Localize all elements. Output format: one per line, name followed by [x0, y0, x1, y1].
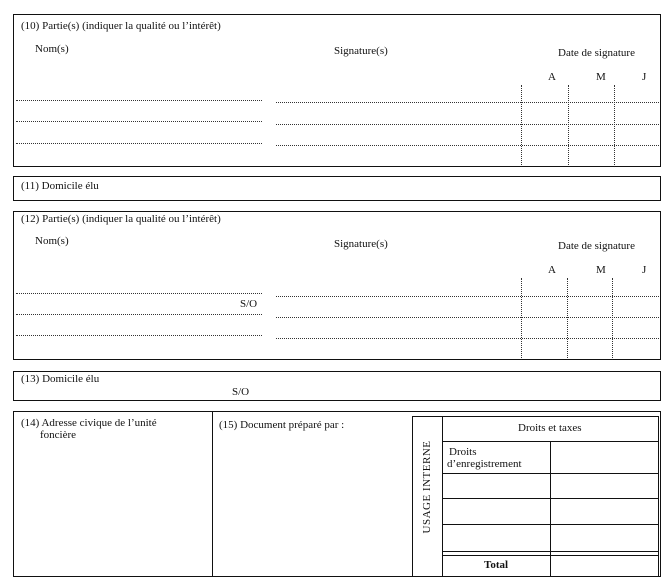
section-13-so-label: S/O — [232, 386, 250, 398]
droits-enregistrement-line-1: Droits — [449, 446, 477, 458]
bottom-box — [13, 411, 661, 577]
bottom-divider-14-15 — [212, 411, 213, 577]
total-column-divider — [550, 555, 551, 577]
section-12-name-line-3[interactable] — [16, 335, 262, 336]
section-14-title-line-2: foncière — [40, 429, 77, 441]
section-10-names-header: Nom(s) — [35, 43, 69, 55]
section-10-signatures-header: Signature(s) — [334, 45, 388, 57]
section-12-signature-line-3[interactable] — [276, 338, 659, 339]
section-10-date-m: M — [596, 71, 606, 83]
section-10-signature-line-2[interactable] — [276, 124, 659, 125]
section-12-date-divider-3 — [612, 278, 613, 358]
droits-total-rule-1 — [442, 551, 658, 552]
section-10-name-line-1[interactable] — [16, 100, 262, 101]
section-10-signature-line-3[interactable] — [276, 145, 659, 146]
section-12-date-a: A — [548, 264, 556, 276]
section-12-date-divider-2 — [567, 278, 568, 358]
droits-row-rule-3 — [442, 524, 658, 525]
section-10-name-line-2[interactable] — [16, 121, 262, 122]
droits-row-rule-2 — [442, 498, 658, 499]
total-label: Total — [484, 559, 509, 571]
usage-right-border — [658, 416, 659, 577]
section-12-date-m: M — [596, 264, 606, 276]
section-13-box — [13, 371, 661, 401]
section-10-signature-line-1[interactable] — [276, 102, 659, 103]
section-10-date-a: A — [548, 71, 556, 83]
section-11-box — [13, 176, 661, 201]
section-12-title: (12) Partie(s) (indiquer la qualité ou l’intérêt) — [21, 213, 221, 225]
section-10-date-j: J — [642, 71, 647, 83]
section-12-signature-line-1[interactable] — [276, 296, 659, 297]
section-12-date-divider-1 — [521, 278, 522, 358]
section-12-name-line-2[interactable] — [16, 314, 262, 315]
section-11-title: (11) Domicile élu — [21, 180, 99, 192]
section-12-date-header: Date de signature — [558, 240, 635, 252]
section-10-date-divider-2 — [568, 85, 569, 165]
section-12-names-header: Nom(s) — [35, 235, 69, 247]
section-10-name-line-3[interactable] — [16, 143, 262, 144]
droits-enregistrement-line-2: d’enregistrement — [447, 458, 522, 470]
section-12-date-j: J — [642, 264, 647, 276]
section-13-title: (13) Domicile élu — [21, 373, 100, 385]
usage-top-border — [412, 416, 658, 417]
section-12-signatures-header: Signature(s) — [334, 238, 388, 250]
section-10-date-divider-3 — [614, 85, 615, 165]
section-14-title-line-1: (14) Adresse civique de l’unité — [21, 417, 157, 429]
droits-row-rule-1 — [442, 473, 658, 474]
section-10-date-divider-1 — [521, 85, 522, 165]
section-12-signature-line-2[interactable] — [276, 317, 659, 318]
section-12-so-label: S/O — [240, 298, 258, 310]
section-12-name-line-1[interactable] — [16, 293, 262, 294]
bottom-divider-15-usage — [412, 416, 413, 577]
droits-taxes-header: Droits et taxes — [518, 422, 582, 434]
section-15-title: (15) Document préparé par : — [219, 419, 345, 431]
usage-interne-label: USAGE INTERNE — [421, 440, 433, 534]
section-10-title: (10) Partie(s) (indiquer la qualité ou l’intérêt) — [21, 20, 221, 32]
section-10-date-header: Date de signature — [558, 47, 635, 59]
